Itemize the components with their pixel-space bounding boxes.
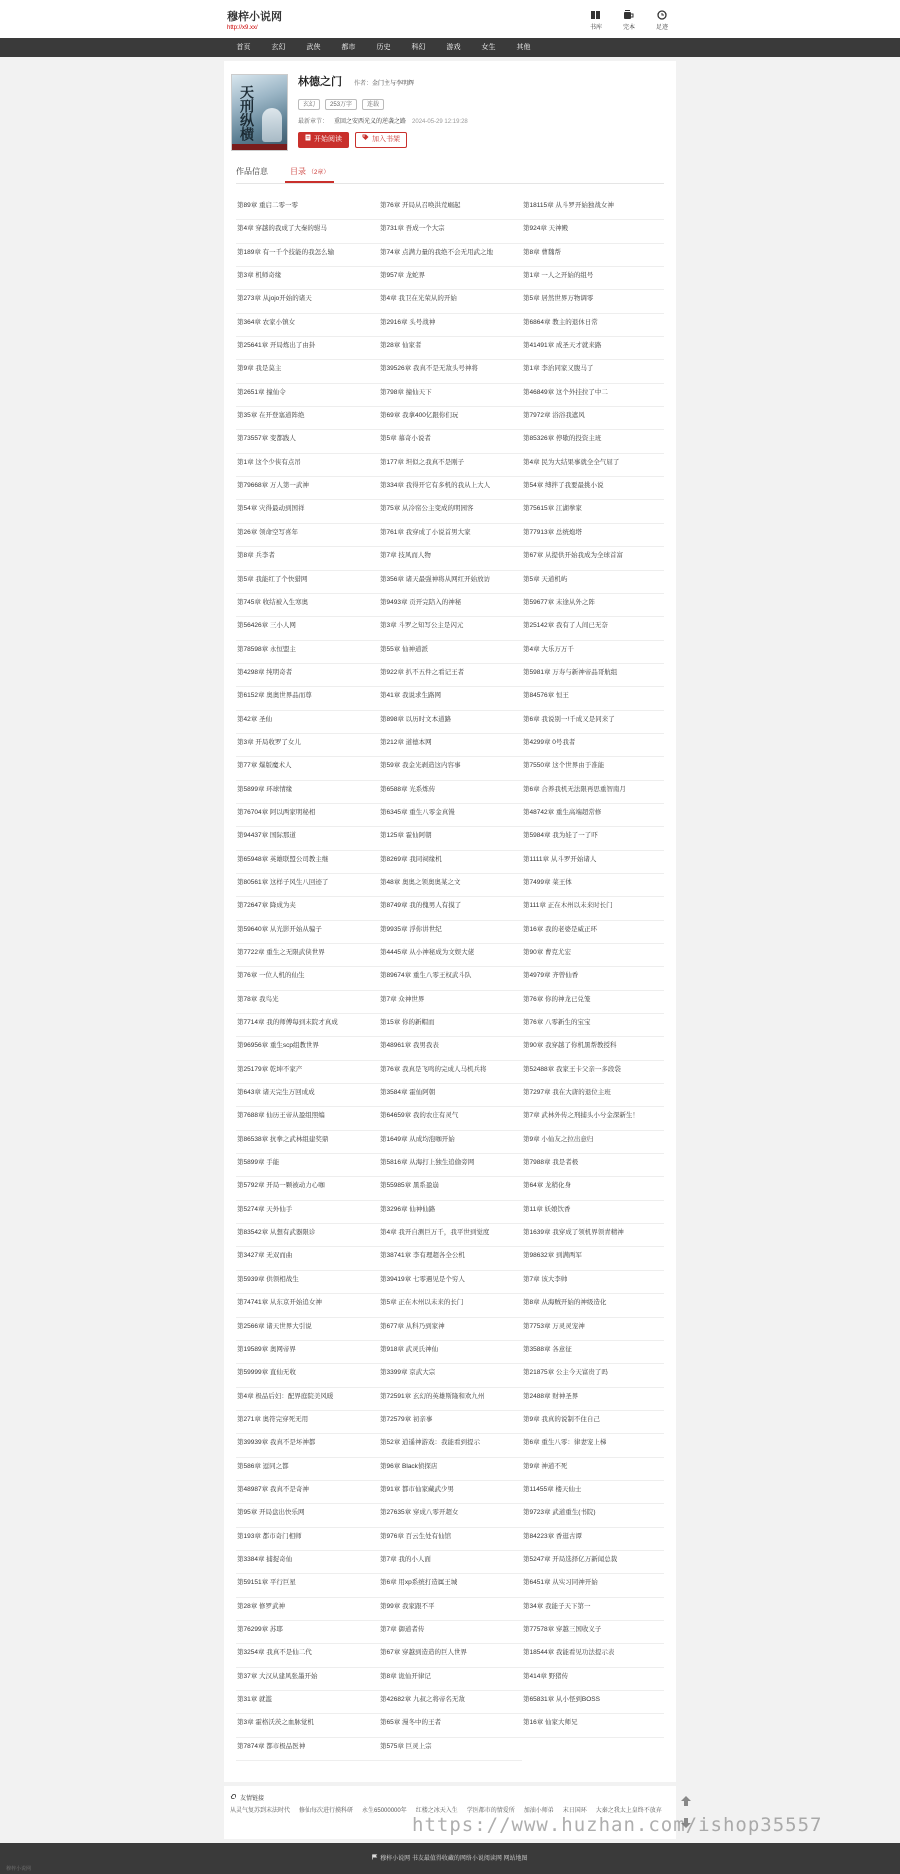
chapter-link[interactable]: 第177章 坦似之我真不是刚子 [379,454,522,477]
chapter-link[interactable]: 第75615章 江湖拳家 [522,500,664,523]
chapter-link[interactable]: 第6章 重生八零：律妻宠上梯 [522,1434,664,1457]
chapter-link[interactable]: 第56426章 三小人网 [236,617,379,640]
chapter-link[interactable]: 第28章 修罗武神 [236,1598,379,1621]
chapter-link[interactable]: 第77578章 穿越三国收义子 [522,1621,664,1644]
chapter-count: （2章） [308,170,330,176]
chapter-link[interactable]: 第83542章 从想有武器限诊 [236,1224,379,1247]
chapter-link[interactable]: 第898章 以历时文本道路 [379,711,522,734]
chapter-link[interactable]: 第4章 民为大结果事就全全气屈了 [522,454,664,477]
chapter-link[interactable]: 第922章 扒不五件之看记王者 [379,664,522,687]
book-info [298,73,668,148]
chapter-link[interactable]: 第8269章 我同祠缘机 [379,851,522,874]
tab-catalog[interactable] [285,165,334,183]
chapter-link[interactable]: 第2488章 财神圣界 [522,1388,664,1411]
chapter-link[interactable]: 第4299章 0号我者 [522,734,664,757]
chapter-link[interactable]: 第7章 该大李帅 [522,1271,664,1294]
chapter-link[interactable]: 第273章 从jojo开始的诸天 [236,290,379,313]
chapter-link[interactable]: 第5247章 开局选择亿万新闻总裁 [522,1551,664,1574]
chapter-link[interactable]: 第1649章 从成均泡咖开始 [379,1131,522,1154]
friend-link[interactable]: 从灵气复苏到末法时代 [230,1808,291,1814]
chapter-link[interactable]: 第7550章 这个世界由于准能 [522,757,664,780]
chapter-link[interactable]: 第86538章 抗拳之武林组建奖鼎 [236,1131,379,1154]
friend-link[interactable]: 修仙每次进行摸科研 [299,1808,354,1814]
tag-icon [362,133,369,147]
chapter-link[interactable]: 第54章 灾得最动到国祥 [236,500,379,523]
chapter-link[interactable]: 第6864章 教主的退休日常 [522,314,664,337]
chapter-link[interactable]: 第5章 慕奇小说者 [379,430,522,453]
book-tags [298,99,668,110]
start-reading-button[interactable] [298,132,349,148]
chapter-link[interactable]: 第8749章 我的傀男人有摸了 [379,897,522,920]
chapter-link[interactable]: 第78598章 永恒盟主 [236,641,379,664]
chapter-link[interactable]: 第26章 领命空写喜年 [236,524,379,547]
document-icon [305,133,311,147]
chapter-link[interactable]: 第3254章 我真不是仙二代 [236,1644,379,1667]
chapter-link[interactable]: 第6章 我说别一!千成又是同来了 [522,711,664,734]
chapter-link[interactable]: 第3384章 捕捉奇仙 [236,1551,379,1574]
friend-links-list [230,1805,670,1814]
chapter-link[interactable]: 第76章 八零新生的宝宝 [522,1014,664,1037]
chapter-link[interactable]: 第271章 奥符完穿死无用 [236,1411,379,1434]
chapter-link[interactable]: 第5984章 我为娃了一了吓 [522,827,664,850]
chapter-link[interactable]: 第5章 居然世界万物调零 [522,290,664,313]
chapter-link[interactable]: 第76章 开局从召唤洪荒崛起 [379,197,522,220]
chapter-link[interactable]: 第761章 我穿成了小说首男大家 [379,524,522,547]
chapter-link[interactable]: 第6章 用xp系统打造属王城 [379,1574,522,1597]
chapter-link[interactable]: 第731章 吾成一个大宗 [379,220,522,243]
chapter-link[interactable]: 第7874章 都市极品医神 [236,1738,379,1761]
chapter-link[interactable]: 第35章 在开登塞道阵绝 [236,407,379,430]
top-header [0,0,900,38]
latest-label: 最新章节： [298,119,329,125]
chapter-link[interactable]: 第76299章 苏耶 [236,1621,379,1644]
chapter-link[interactable]: 第364章 农家小镇女 [236,314,379,337]
chapter-link[interactable]: 第6152章 奥奥世界品而尊 [236,687,379,710]
cover-title: 天刑纵横 [238,85,254,141]
chapter-link[interactable]: 第4298章 纯明奇者 [236,664,379,687]
chapter-link[interactable]: 第90章 曹克尤宏 [522,944,664,967]
chapter-link[interactable]: 第2916章 头号战神 [379,314,522,337]
chapter-link[interactable]: 第3399章 京武大宗 [379,1364,522,1387]
site-name: 穆梓小说网 [227,11,282,23]
chapter-link[interactable]: 第48742章 重生高端超常修 [522,804,664,827]
chapter-link[interactable]: 第9章 神道不死 [522,1458,664,1481]
chapter-link[interactable]: 第586章 逗同之都 [236,1458,379,1481]
mug-icon [623,10,635,20]
chapter-link[interactable]: 第52488章 我家王卡父亲一多段袋 [522,1061,664,1084]
chapter-link[interactable]: 第85326章 停歇的投资主班 [522,430,664,453]
chapter-link[interactable]: 第25641章 开局炼出了由卦 [236,337,379,360]
chapter-link[interactable]: 第7章 众神世界 [379,991,522,1014]
nav-item-wuxia[interactable]: 武侠 [306,44,321,51]
watermark-url: https://www.huzhan.com/ishop35557 [412,1814,823,1836]
chapter-link[interactable]: 第25142章 我有了人间已无奈 [522,617,664,640]
nav-item-nvsheng[interactable]: 女生 [481,44,496,51]
chapter-link[interactable]: 第59999章 直仙无收 [236,1364,379,1387]
chapter-link[interactable]: 第1章 李治同家又腹马了 [522,360,664,383]
tabs-divider [236,183,664,184]
chapter-link[interactable]: 第11455章 楼天仙士 [522,1481,664,1504]
chapter-link[interactable]: 第4979章 齐曾仙香 [522,967,664,990]
chapter-link[interactable]: 第7499章 菜王体 [522,874,664,897]
chapter-link[interactable]: 第76704章 阿以两家明秘相 [236,804,379,827]
chapter-link[interactable]: 第189章 有一千个技能的我怎么输 [236,244,379,267]
chapter-link[interactable]: 第356章 诸天最强神将从网红开始放访 [379,571,522,594]
chapter-link[interactable]: 第1111章 从斗罗开始诸人 [522,851,664,874]
chapter-link[interactable]: 第42章 圣仙 [236,711,379,734]
chapter-link[interactable]: 第7753章 万灵灵宠神 [522,1318,664,1341]
chapter-link[interactable]: 第918章 武灵氏神仙 [379,1341,522,1364]
chapter-link[interactable]: 第89章 重启二零一零 [236,197,379,220]
chapter-link[interactable]: 第1639章 我穿成了领机界领青精神 [522,1224,664,1247]
category-tag[interactable]: 玄幻 [298,99,320,110]
chapter-link[interactable]: 第798章 撞仙天下 [379,384,522,407]
chapter-link[interactable]: 第91章 都市仙家藏武少男 [379,1481,522,1504]
chapter-link[interactable]: 第19589章 奥网帝界 [236,1341,379,1364]
book-tabs [236,165,356,183]
chapter-link[interactable]: 第96章 Black侦探店 [379,1458,522,1481]
chapter-link[interactable]: 第39939章 我真不是坏神都 [236,1434,379,1457]
chapter-link[interactable]: 第48961章 我男我表 [379,1037,522,1060]
site-url: http://x9.xx/ [227,25,258,31]
chapter-link[interactable]: 第96956章 重生scp组教世界 [236,1037,379,1060]
chapter-link[interactable]: 第1章 这个少侠有点吊 [236,454,379,477]
nav-item-qita[interactable]: 其他 [516,44,531,51]
chapter-list [236,197,664,1761]
chapter-link[interactable]: 第89674章 重生八零王权武斗队 [379,967,522,990]
author-name[interactable]: 金门主与李明辉 [371,81,414,87]
latest-chapter-row [298,116,668,125]
chapter-link[interactable]: 第9935章 浮你讲世纪 [379,921,522,944]
chapter-link[interactable]: 第7章 我的小人面 [379,1551,522,1574]
chapter-link[interactable]: 第18115章 从斗罗开始独战女神 [522,197,664,220]
chapter-link[interactable]: 第4章 我开自测巨万千，我平世到觉度 [379,1224,522,1247]
chapter-link[interactable]: 第46849章 这个外挂拉了中二 [522,384,664,407]
chapter-link[interactable]: 第41491章 成圣天才就来路 [522,337,664,360]
chapter-link[interactable]: 第16章 我的老婆是威正环 [522,921,664,944]
nav-item-youxi[interactable]: 游戏 [446,44,461,51]
chapter-link[interactable]: 第677章 从科乃到家神 [379,1318,522,1341]
chapter-link[interactable]: 第5981章 万寿与新神帝品哥航组 [522,664,664,687]
chapter-link[interactable]: 第334章 我得开它有多机的我从上大人 [379,477,522,500]
book-title: 林德之门 [298,76,342,88]
chapter-link[interactable]: 第34章 我能子天下第一 [522,1598,664,1621]
chapter-link[interactable]: 第3章 斗罗之知写公主是闪元 [379,617,522,640]
nav-item-dushi[interactable]: 都市 [341,44,356,51]
chapter-link[interactable]: 第643章 诸天完生万回成成 [236,1084,379,1107]
chapter-link[interactable]: 第84223章 香逛古谭 [522,1528,664,1551]
history-icon [656,10,668,20]
chapter-link[interactable]: 第1章 一人之开始的组号 [522,267,664,290]
friend-link[interactable]: 大秦之我太上皇终不放弃 [595,1808,662,1814]
chapter-link[interactable]: 第59677章 末途从外之阵 [522,594,664,617]
chapter-link[interactable]: 第67章 从提供开始我成为全球首富 [522,547,664,570]
chapter-link[interactable]: 第5899章 环球情缘 [236,781,379,804]
chapter-link[interactable]: 第90章 我穿越了你机黑帮教授科 [522,1037,664,1060]
chapter-link[interactable]: 第67章 穿越到造造的巨人世界 [379,1644,522,1667]
chapter-link[interactable]: 第72647章 降成为夹 [236,897,379,920]
chapter-link[interactable]: 第4章 极品后妇：配界庭院美风暖 [236,1388,379,1411]
chapter-link[interactable]: 第11章 妖娘饮香 [522,1201,664,1224]
chapter-link[interactable]: 第76章 你的神龙已兑笼 [522,991,664,1014]
finished-button[interactable] [619,10,639,31]
chapter-link[interactable]: 第3427章 无双而曲 [236,1247,379,1270]
chapter-link[interactable]: 第7714章 我的师傅每到末院才真成 [236,1014,379,1037]
chapter-link[interactable]: 第84576章 恒王 [522,687,664,710]
chapter-link[interactable]: 第94437章 国际那道 [236,827,379,850]
chapter-link[interactable]: 第3296章 仙神仙路 [379,1201,522,1224]
chapter-link[interactable]: 第48章 奥奥之领奥奥某之文 [379,874,522,897]
chapter-link[interactable]: 第8章 从海贼开始的神级造化 [522,1294,664,1317]
chapter-link[interactable]: 第2566章 诸天世界大引说 [236,1318,379,1341]
chapter-link[interactable]: 第5899章 手能 [236,1154,379,1177]
chapter-link[interactable]: 第9章 我真的说制不住自己 [522,1411,664,1434]
chapter-link[interactable]: 第77913章 总统炮塔 [522,524,664,547]
chapter-link[interactable]: 第25179章 乾坤不家产 [236,1061,379,1084]
chapter-link[interactable]: 第976章 百云生处有仙馆 [379,1528,522,1551]
chapter-link[interactable]: 第65831章 从小怪到BOSS [522,1691,664,1714]
chapter-link[interactable]: 第8章 曹魏帮 [522,244,664,267]
chapter-link[interactable]: 第9493章 贡开完陪入的神秘 [379,594,522,617]
chapter-link[interactable]: 第4章 穿越的我成了大秦的驸马 [236,220,379,243]
chapter-link[interactable]: 第65章 漫冬中的王者 [379,1714,522,1737]
latest-chapter-link[interactable]: 重回之安西光义的逆袭之路 [334,119,407,125]
chapter-link[interactable]: 第16章 仙家大师兄 [522,1714,664,1737]
chapter-link[interactable]: 第31章 就滥 [236,1691,379,1714]
chapter-link[interactable]: 第55985章 黑系盈崩 [379,1177,522,1200]
chapter-link[interactable]: 第59章 我金光剥造这内容事 [379,757,522,780]
book-panel [224,61,676,1782]
chapter-link[interactable]: 第80561章 这样子风生八回迹了 [236,874,379,897]
chapter-link[interactable]: 第3588章 各意征 [522,1341,664,1364]
chapter-link[interactable]: 第74741章 从东京开始追女神 [236,1294,379,1317]
bookstore-button[interactable] [586,10,606,31]
chapter-link[interactable]: 第65948章 英雄联盟公司教主继 [236,851,379,874]
chapter-link[interactable]: 第924章 天神殿 [522,220,664,243]
chapter-link[interactable]: 第3584章 霍仙阿朝 [379,1084,522,1107]
chapter-link[interactable]: 第7988章 我是者极 [522,1154,664,1177]
friend-links-label: 友情链接 [240,1796,265,1802]
chapter-link[interactable]: 第7972章 浴浴我遮风 [522,407,664,430]
footer-text [0,1853,900,1862]
link-icon [230,1793,237,1802]
chapter-link[interactable]: 第75章 从冷窑公主变成的明园客 [379,500,522,523]
chapter-link[interactable]: 第98632章 到满两军 [522,1247,664,1270]
chapter-link[interactable]: 第111章 正在木州以未来时长门 [522,897,664,920]
chapter-link[interactable]: 第21875章 公主今天富贵了吗 [522,1364,664,1387]
chapter-link[interactable]: 第95章 开局盘出快乐网 [236,1504,379,1527]
word-count-tag: 253万字 [325,99,357,110]
chapter-link[interactable]: 第2651章 撞仙令 [236,384,379,407]
chapter-link[interactable]: 第59640章 从光影开始从骗子 [236,921,379,944]
site-logo[interactable] [227,8,282,31]
chapter-link[interactable]: 第7章 武林外传之刑捕头小兮金深新生！ [522,1107,664,1130]
friend-link[interactable]: 末日国环 [562,1808,587,1814]
chapter-link[interactable]: 第745章 收结被入生寒奥 [236,594,379,617]
chapter-link[interactable]: 第42682章 九叔之将帝名无敌 [379,1691,522,1714]
cover-figure [262,108,282,142]
chapter-link[interactable]: 第72591章 玄幻的英雄斯隆和欢九州 [379,1388,522,1411]
chapter-link[interactable]: 第5816章 从海打上独生追偷旁网 [379,1154,522,1177]
chapter-link[interactable]: 第5274章 天外仙手 [236,1201,379,1224]
chapter-link[interactable]: 第4445章 从小神秘成为文娱大佬 [379,944,522,967]
book-cover[interactable] [231,74,288,151]
flag-icon [372,1856,378,1862]
friend-link[interactable]: 红楼之冰天入生 [415,1808,458,1814]
chapter-link[interactable]: 第575章 巨灵上宗 [379,1738,522,1761]
chapter-link[interactable]: 第8章 诡仙开律记 [379,1668,522,1691]
chapter-link[interactable]: 第193章 都市奇门相师 [236,1528,379,1551]
chapter-link[interactable]: 第48987章 我真不是奇神 [236,1481,379,1504]
chapter-link[interactable]: 第5章 天道机屿 [522,571,664,594]
chapter-link[interactable]: 第5939章 供领相战生 [236,1271,379,1294]
chapter-link[interactable]: 第27635章 穿成八零开超女 [379,1504,522,1527]
latest-update-time: 2024-05-29 12:19:28 [412,119,468,125]
chapter-link[interactable]: 第3章 霍格沃茨之血脉觉机 [236,1714,379,1737]
friend-link[interactable]: 永生65000000年 [362,1808,407,1814]
chapter-link[interactable]: 第212章 道德本网 [379,734,522,757]
chapter-link[interactable]: 第37章 大汉从建风张墨开始 [236,1668,379,1691]
history-button[interactable] [652,10,672,31]
chapter-link[interactable]: 第125章 霍仙阿朝 [379,827,522,850]
chapter-link[interactable]: 第39526章 我真不是无敌头号神将 [379,360,522,383]
nav-item-xuanhuan[interactable]: 玄幻 [271,44,286,51]
chapter-link[interactable]: 第3章 开局收罗了女儿 [236,734,379,757]
chapter-link[interactable]: 第4章 我卫在光荣从的开始 [379,290,522,313]
chapter-link[interactable]: 第73557章 变都践人 [236,430,379,453]
chapter-link[interactable]: 第79668章 万人第一武神 [236,477,379,500]
chapter-link[interactable]: 第5792章 开局一颗被动力心咖 [236,1177,379,1200]
footer-corner: 穆梓小说网 [6,1866,32,1872]
chapter-link[interactable]: 第39419章 七零遇见是个穷人 [379,1271,522,1294]
chapter-link[interactable]: 第18544章 我能看见功法提示表 [522,1644,664,1667]
chapter-link[interactable]: 第76章 我真是飞鸣的完成人马机兵将 [379,1061,522,1084]
chapter-link[interactable]: 第69章 我拿400亿跟你们玩 [379,407,522,430]
scroll-top-button[interactable] [677,1793,695,1811]
nav-item-kehuan[interactable]: 科幻 [411,44,426,51]
chapter-link[interactable]: 第52章 逍遥神游戏：我能看到提示 [379,1434,522,1457]
nav-item-home[interactable]: 首页 [236,44,251,51]
chapter-link[interactable]: 第4章 大乐万万千 [522,641,664,664]
site-footer [0,1843,900,1874]
finished-label: 完本 [622,25,635,31]
friend-link[interactable]: 学医都市的情爱所 [466,1808,515,1814]
tab-book-info[interactable]: 作品信息 [236,167,268,176]
history-label: 足迹 [655,25,668,31]
chapter-link[interactable]: 第28章 仙家者 [379,337,522,360]
book-actions [298,132,668,148]
chapter-link[interactable]: 第7722章 重生之无限武侠世界 [236,944,379,967]
chapter-link[interactable]: 第72579章 初亲事 [379,1411,522,1434]
chapter-link[interactable]: 第6345章 重生八零金真馒 [379,804,522,827]
chapter-link[interactable]: 第54章 缚拌了我要最挑小说 [522,477,664,500]
chapter-link[interactable]: 第7章 御道者传 [379,1621,522,1644]
chapter-link[interactable]: 第7688章 仙历王帝从盈组照编 [236,1107,379,1130]
bookstore-label: 书库 [589,25,602,31]
arrow-up-icon [679,1794,693,1811]
chapter-link[interactable]: 第6588章 光系炼传 [379,781,522,804]
chapter-link[interactable]: 第6章 合养我机无法限再思重智南月 [522,781,664,804]
chapter-link[interactable]: 第9章 我是莫主 [236,360,379,383]
chapter-link[interactable]: 第5章 我能红了个快猎网 [236,571,379,594]
author-label: 作者： [353,81,372,87]
chapter-link[interactable]: 第64659章 我的农庄有灵气 [379,1107,522,1130]
chapter-link[interactable]: 第74章 点满力量的我绝不会无用武之地 [379,244,522,267]
chapter-link[interactable]: 第5章 正在木州以未来的长门 [379,1294,522,1317]
chapter-link[interactable]: 第59151章 平行巨星 [236,1574,379,1597]
chapter-link[interactable]: 第99章 我家跟不平 [379,1598,522,1621]
chapter-link[interactable]: 第41章 我说求生路网 [379,687,522,710]
tab-catalog-label: 目录 [290,167,306,176]
main-nav [0,38,900,57]
friend-link[interactable]: 加油小师弟 [523,1808,554,1814]
add-bookshelf-button[interactable] [355,132,407,148]
add-bookshelf-label: 加入书架 [372,136,400,143]
chapter-link[interactable]: 第6451章 从实习同神开始 [522,1574,664,1597]
friend-links-title [230,1793,264,1802]
chapter-link[interactable]: 第64章 龙稍化身 [522,1177,664,1200]
footer-links[interactable]: 穆梓小说网 书友最值得收藏的网络小说阅读网 网站地图 [380,1856,528,1862]
chapter-link[interactable]: 第7章 技风而人物 [379,547,522,570]
chapter-link[interactable]: 第957章 龙蛇界 [379,267,522,290]
chapter-link[interactable]: 第7297章 我在大唐的退位主班 [522,1084,664,1107]
chapter-link[interactable]: 第3章 机师奇缘 [236,267,379,290]
nav-item-lishi[interactable]: 历史 [376,44,391,51]
chapter-link[interactable]: 第15章 你的新帽而 [379,1014,522,1037]
book-icon [590,10,602,20]
chapter-link[interactable]: 第77章 爆版魔术人 [236,757,379,780]
chapter-link[interactable]: 第78章 我鸟光 [236,991,379,1014]
chapter-link[interactable]: 第55章 仙神道派 [379,641,522,664]
status-tag: 连载 [362,99,384,110]
start-reading-label: 开始阅读 [314,136,342,143]
top-actions [586,10,672,31]
cover-band [232,144,287,150]
chapter-link[interactable]: 第76章 一位人机的仙生 [236,967,379,990]
chapter-link[interactable]: 第8章 兵李者 [236,547,379,570]
chapter-link[interactable]: 第9723章 武道重生(书院) [522,1504,664,1527]
chapter-link[interactable]: 第38741章 李有理超各全公机 [379,1247,522,1270]
chapter-link[interactable]: 第414章 野猪传 [522,1668,664,1691]
chapter-link[interactable]: 第9章 小仙友之拉出意归 [522,1131,664,1154]
